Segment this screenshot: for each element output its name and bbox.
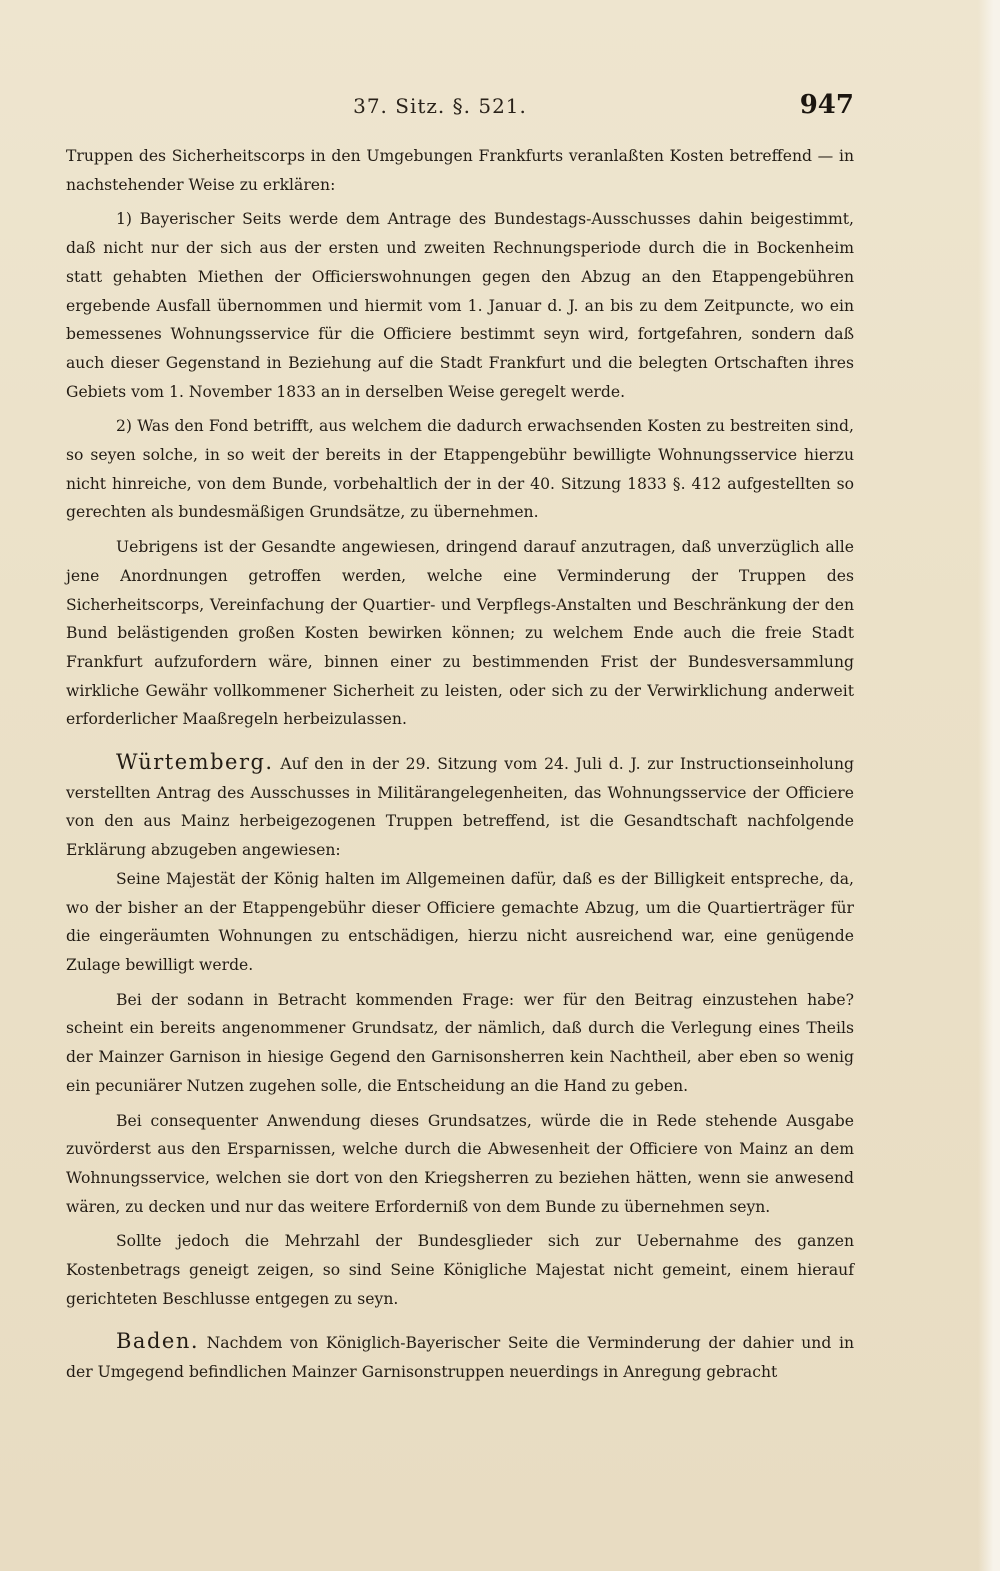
paragraph-point-1: 1) Bayerischer Seits werde dem Antrage des Bundestags-Ausschusses dahin beigestimmt, daß nicht nur der sich aus der ersten und zweiten Rechnungsperiode durch die in Bockenheim statt gehabten Miethen der Officierswohnungen gegen den Abzug an den Etappengebühren ergebende Ausfall übernommen und hiermit vom 1. Januar d. J. an bis zu dem Zeitpuncte, wo ein bemessenes Wohnungsservice für die Officiere bestimmt seyn wird, fortgefahren, sondern daß auch dieser Gegenstand in Beziehung auf die Stadt Frankfurt und die belegten Ortschaften ihres Gebiets vom 1. November 1833 an in derselben Weise geregelt werde. [66,210,854,401]
paragraph-wurttemberg-2: Bei der sodann in Betracht kommenden Frage: wer für den Beitrag einzustehen habe? scheint ein bereits angenommener Grundsatz, der nämlich, daß durch die Verlegung eines Theils der Mainzer Garnison in hiesige Gegend den Garnisonsherren kein Nachtheil, aber eben so wenig ein pecuniärer Nutzen zugehen solle, die Entscheidung an die Hand zu geben. [66,990,854,1095]
baden-text: Nachdem von Königlich-Bayerischer Seite die Verminderung der dahier und in der Umgegend befindlichen Mainzer Garnisonstruppen neuerdings in Anregung gebracht [66,1334,854,1382]
paragraph-wurttemberg-1: Seine Majestät der König halten im Allgemeinen dafür, daß es der Billigkeit entspreche, da, wo der bisher an der Etappengebühr dieser Officiere gemachte Abzug, um die Quartierträger für die eingeräumten Wohnungen zu entschädigen, hierzu nicht ausreichend war, eine genügende Zulage bewilligt werde. [66,869,854,974]
paragraph-wurttemberg-3: Bei consequenter Anwendung dieses Grundsatzes, würde die in Rede stehende Ausgabe zuvörderst aus den Ersparnissen, welche durch die Abwesenheit der Officiere von Mainz an dem Wohnungsservice, welchen sie dort von den Kriegsherren zu beziehen hätten, wenn sie anwesend wären, zu decken und nur das weitere Erforderniß von dem Bunde zu übernehmen seyn. [66,1111,854,1216]
running-head: 37. Sitz. §. 521. [353,94,527,118]
paragraph-uebrigens: Uebrigens ist der Gesandte angewiesen, dringend darauf anzutragen, daß unverzüglich alle jene Anordnungen getroffen werden, welche eine Verminderung der Truppen des Sicherheitscorps, Vereinfachung der Quartier- und Verpflegs-Anstalten und Beschränkung der den Bund belästigenden großen Kosten bewirken können; zu welchem Ende auch die freie Stadt Frankfurt aufzufordern wäre, binnen einer zu bestimmenden Frist der Bundesversammlung wirkliche Gewähr vollkommener Sicherheit zu leisten, oder sich zu der Verwirklichung anderweit erforderlicher Maaßregeln herbeizulassen. [66,538,854,729]
body-text [66,142,854,1387]
state-heading-wurttemberg: Würtemberg. [116,750,274,775]
page-number: 947 [799,90,854,120]
state-heading-baden: Baden. [116,1329,200,1354]
paragraph-wurttemberg [66,748,854,865]
paragraph-point-2: 2) Was den Fond betrifft, aus welchem die dadurch erwachsenden Kosten zu bestreiten sind, so seyen solche, in so weit der bereits in der Etappengebühr bewilligte Wohnungsservice hierzu nicht hinreiche, von dem Bunde, vorbehaltlich der in der 40. Sitzung 1833 §. 412 aufgestellten so gerechten als bundesmäßigen Grundsätze, zu übernehmen. [66,417,854,522]
page-header [0,90,1000,130]
paragraph-baden [66,1327,854,1386]
wurttemberg-intro-text: Auf den in der 29. Sitzung vom 24. Juli d. J. zur Instructionseinholung verstellten Antrag des Ausschusses in Militärangelegenheiten, das Wohnungsservice der Officiere von den aus Mainz herbeigezogenen Truppen betreffend, ist die Gesandtschaft nachfolgende Erklärung abzugeben angewiesen: [66,755,854,860]
paragraph-continuation: Truppen des Sicherheitscorps in den Umgebungen Frankfurts veranlaßten Kosten betreffend — in nachstehender Weise zu erklären: [66,147,854,194]
paragraph-wurttemberg-4: Sollte jedoch die Mehrzahl der Bundesglieder sich zur Uebernahme des ganzen Kostenbetrags geneigt zeigen, so sind Seine Königliche Majestat nicht gemeint, einem hierauf gerichteten Beschlusse entgegen zu seyn. [66,1232,854,1308]
